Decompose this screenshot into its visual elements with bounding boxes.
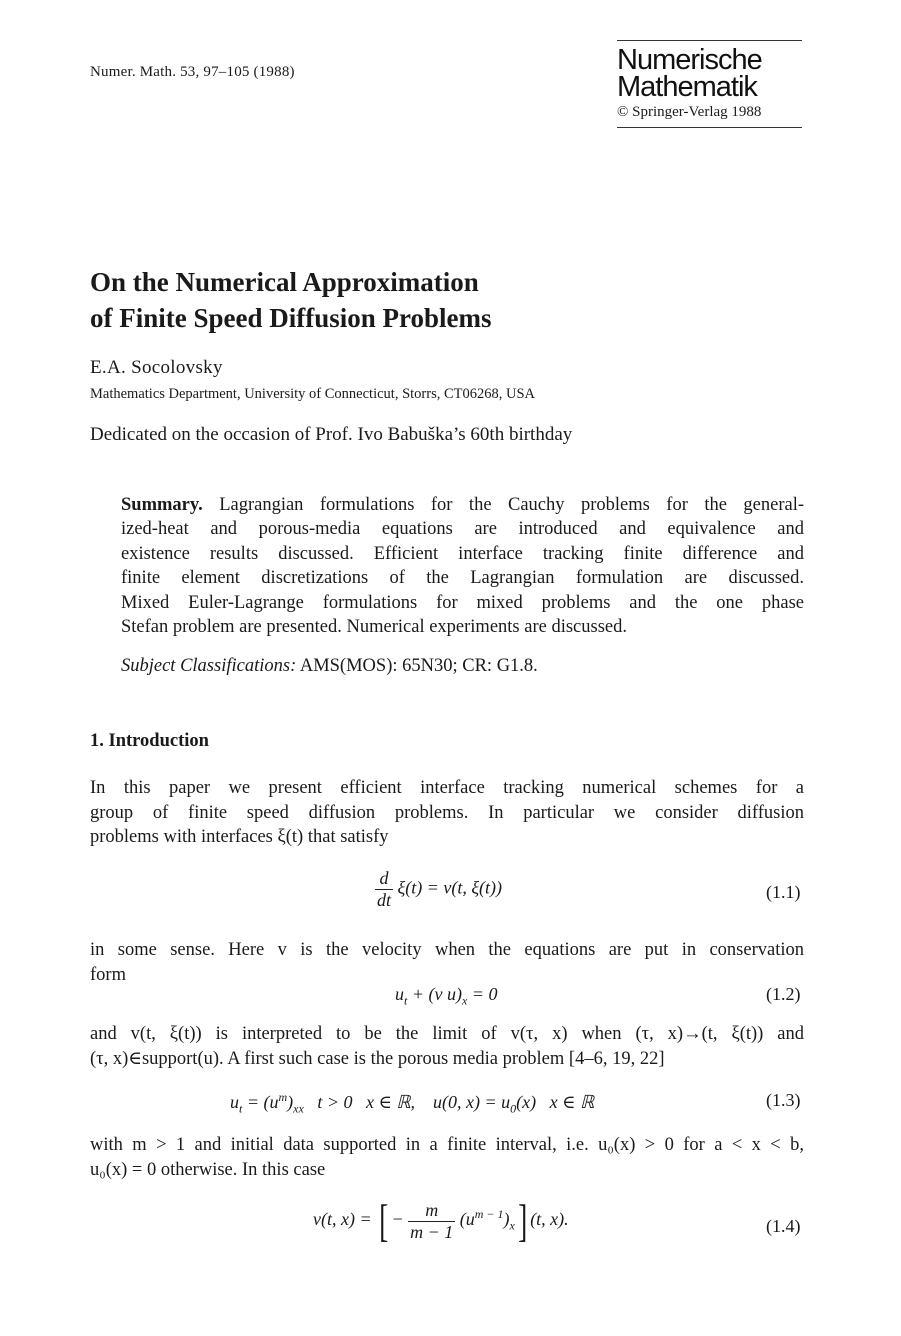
paragraph-1	[90, 776, 804, 850]
summary-label: Summary.	[121, 495, 203, 515]
summary-line: ized-heat and porous-media equations are introduced and equivalence and	[121, 519, 804, 540]
eq1-rhs: ξ(t) = v(t, ξ(t))	[397, 877, 503, 898]
equation-1-2: $u_t + (v$ $u)_x = 0$	[395, 984, 498, 1008]
title-line-1: On the Numerical Approximation	[90, 267, 479, 297]
journal-reference: Numer. Math. 53, 97–105 (1988)	[90, 64, 295, 80]
brand-name-line1: Numerische	[617, 44, 762, 76]
summary-line: Mixed Euler-Lagrange formulations for mixed problems and the one phase	[121, 592, 804, 613]
text-line: In this paper we present efficient interface tracking numerical schemes for a	[90, 778, 804, 798]
brand-top-rule	[617, 40, 802, 41]
equation-1-4: v(t, x) = [ − $\frac{m}{m - 1}$ $(u^{m - 1})_x$] (t, x).	[313, 1195, 569, 1246]
text-line: form	[90, 964, 126, 985]
equation-1-3: $u_t = (u^m)_{xx}$ t > 0 x ∈ ℝ, u(0, $x) = u_0(x)$ x ∈ ℝ	[230, 1090, 595, 1116]
text-line: u₀(x) = 0 otherwise. In this case	[90, 1159, 326, 1180]
paragraph-4	[90, 1133, 804, 1182]
equation-number: (1.1)	[766, 882, 801, 902]
summary-block	[121, 493, 804, 639]
subject-classifications	[121, 656, 538, 677]
paragraph-2	[90, 938, 804, 987]
equation-number: (1.3)	[766, 1090, 801, 1110]
section-heading: 1. Introduction	[90, 731, 209, 751]
paragraph-3	[90, 1022, 804, 1071]
paper-title	[90, 264, 492, 336]
journal-brand	[617, 40, 802, 128]
text-line: in some sense. Here v is the velocity when the equations are put in conservation	[90, 940, 804, 960]
brand-bottom-rule	[617, 127, 802, 128]
text-line: group of finite speed diffusion problems. In particular we consider diffusion	[90, 802, 804, 823]
equation-number: (1.2)	[766, 984, 801, 1004]
title-line-2: of Finite Speed Diffusion Problems	[90, 303, 492, 333]
text-line: with m > 1 and initial data supported in a finite interval, i.e. u₀(x) > 0 for a < x < b,	[90, 1135, 804, 1155]
subject-label: Subject Classifications:	[121, 656, 297, 676]
text-line: (τ, x)∈support(u). A first such case is the porous media problem [4–6, 19, 22]	[90, 1048, 665, 1069]
author-affiliation: Mathematics Department, University of Connecticut, Storrs, CT06268, USA	[90, 386, 535, 402]
text-line: and v(t, ξ(t)) is interpreted to be the limit of v(τ, x) when (τ, x)→(t, ξ(t)) and	[90, 1024, 804, 1044]
summary-line: Stefan problem are presented. Numerical experiments are discussed.	[121, 616, 627, 637]
subject-value: AMS(MOS): 65N30; CR: G1.8.	[296, 656, 538, 676]
eq1-numerator: d	[375, 868, 393, 890]
publisher-line: © Springer-Verlag 1988	[617, 104, 762, 120]
brand-name-line2: Mathematik	[617, 71, 757, 103]
author-name: E.A. Socolovsky	[90, 357, 223, 378]
equation-1-1	[375, 868, 502, 911]
text-line: problems with interfaces ξ(t) that satisfy	[90, 827, 389, 847]
summary-line: finite element discretizations of the Lagrangian formulation are discussed.	[121, 568, 804, 589]
summary-line: Lagrangian formulations for the Cauchy problems for the general-	[219, 495, 804, 515]
eq1-denominator: dt	[377, 890, 392, 910]
summary-line: existence results discussed. Efficient interface tracking finite difference and	[121, 543, 804, 564]
equation-number: (1.4)	[766, 1216, 801, 1236]
dedication: Dedicated on the occasion of Prof. Ivo Babuška’s 60th birthday	[90, 424, 573, 445]
